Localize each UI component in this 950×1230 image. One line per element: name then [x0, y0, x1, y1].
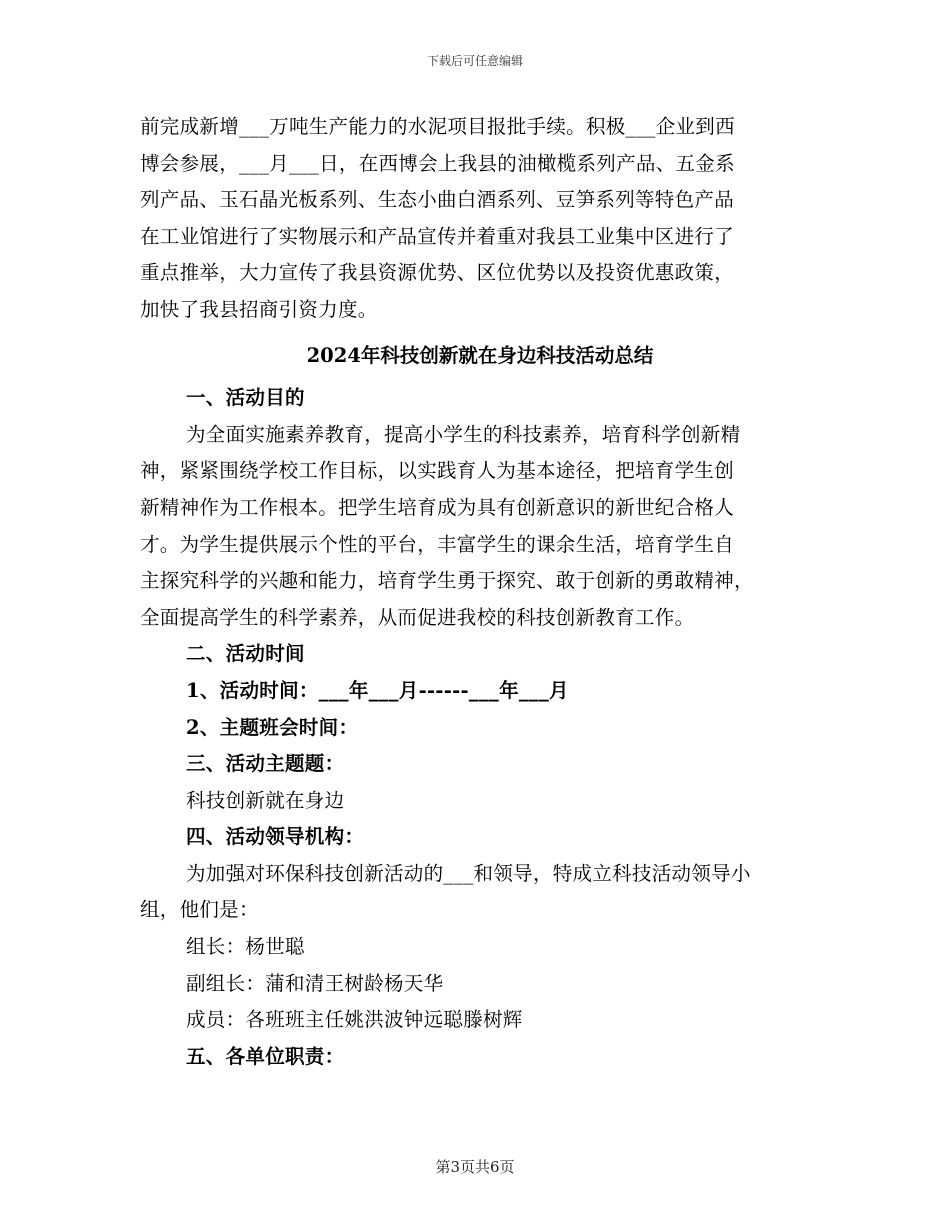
paragraph-line: 神，紧紧围绕学校工作目标，以实践育人为基本途径，把培育学生创 [140, 459, 735, 483]
section-heading-duties: 五、各单位职责： [186, 1044, 345, 1068]
theme-text: 科技创新就在身边 [186, 788, 345, 812]
section-heading-time: 二、活动时间 [186, 642, 305, 666]
paragraph-line: 重点推举，大力宣传了我县资源优势、区位优势以及投资优惠政策， [140, 261, 735, 285]
paragraph-line: 前完成新增___万吨生产能力的水泥项目报批手续。积极___企业到西 [140, 115, 735, 138]
members-line: 成员：各班班主任姚洪波钟远聪滕树辉 [186, 1008, 523, 1032]
paragraph-line: 在工业馆进行了实物展示和产品宣传并着重对我县工业集中区进行了 [140, 224, 735, 248]
paragraph-line: 新精神作为工作根本。把学生培育成为具有创新意识的新世纪合格人 [140, 495, 735, 519]
paragraph-line: 组，他们是： [140, 898, 259, 922]
page-footer: 第3页共6页 [435, 1158, 515, 1176]
leader-line: 组长：杨世聪 [186, 935, 305, 959]
section-heading-leadership: 四、活动领导机构： [186, 825, 365, 849]
paragraph-line: 加快了我县招商引资力度。 [140, 297, 378, 321]
paragraph-line: 为全面实施素养教育，提高小学生的科技素养，培育科学创新精 [186, 422, 741, 446]
paragraph-line: 博会参展，___月___日，在西博会上我县的油橄榄系列产品、五金系 [140, 151, 735, 175]
class-meeting-time-item: 2、主题班会时间： [186, 715, 359, 739]
document-title: 2024年科技创新就在身边科技活动总结 [306, 343, 654, 367]
section-heading-theme: 三、活动主题题： [186, 752, 345, 776]
paragraph-line: 才。为学生提供展示个性的平台，丰富学生的课余生活，培育学生自 [140, 532, 735, 556]
vice-leader-line: 副组长：蒲和清王树龄杨天华 [186, 971, 444, 995]
document-body [140, 109, 820, 1075]
paragraph-line: 为加强对环保科技创新活动的___和领导，特成立科技活动领导小 [186, 861, 751, 885]
paragraph-line: 列产品、玉石晶光板系列、生态小曲白酒系列、豆笋系列等特色产品 [140, 188, 735, 212]
paragraph-line: 全面提高学生的科学素养，从而促进我校的科技创新教育工作。 [140, 605, 695, 629]
page-header: 下载后可任意编辑 [426, 54, 523, 68]
activity-time-item: 1、活动时间：___年___月------___年___月 [186, 678, 569, 702]
section-heading-purpose: 一、活动目的 [186, 386, 305, 410]
paragraph-line: 主探究科学的兴趣和能力，培育学生勇于探究、敢于创新的勇敢精神， [140, 569, 754, 593]
